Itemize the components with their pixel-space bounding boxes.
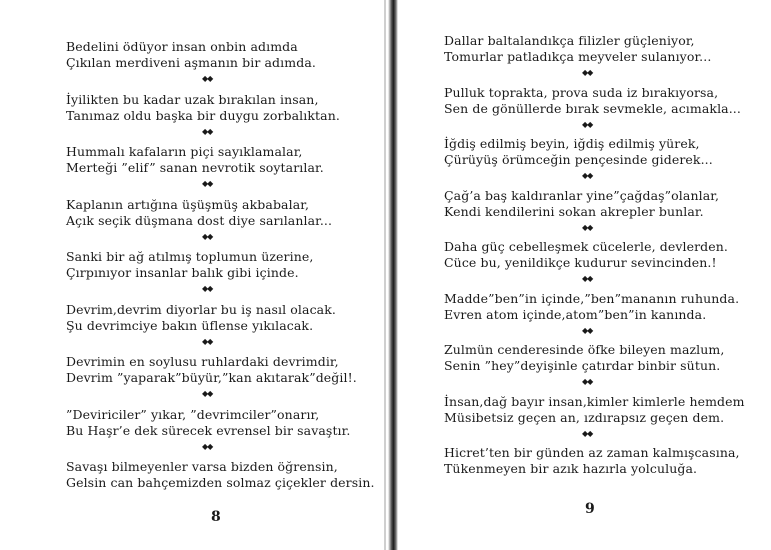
poem-line: Cüce bu, yenildikçe kudurur sevincinden.! (444, 255, 717, 270)
right-page-number: 9 (585, 501, 595, 517)
poem-line: ”Deviriciler” yıkar, ”devrimciler”onarır, (66, 406, 320, 422)
stanza-ornament: ◆◆ (582, 274, 593, 283)
poem-line: Çıkılan merdiveni aşmanın bir adımda. (66, 55, 316, 70)
stanza-ornament: ◆◆ (202, 74, 213, 83)
poem-line: Çağ’a baş kaldıranlar yine”çağdaş”olanlar, (444, 187, 720, 203)
stanza-ornament: ◆◆ (582, 119, 593, 129)
stanza-ornament: ◆◆ (202, 126, 213, 136)
poem-line: Sanki bir ağ atılmış toplumun üzerine, (66, 249, 314, 264)
poem-line: Hummalı kafaların piçi sayıklamalar, (66, 144, 303, 159)
poem-line: İnsan,dağ bayır insan,kimler kimlerle hemdem (444, 393, 745, 409)
stanza-ornament: ◆◆ (582, 222, 593, 232)
poem-line: Açık seçik düşmana dost diye sarılanlar... (66, 212, 333, 228)
stanza-ornament: ◆◆ (202, 179, 213, 188)
poem-line: İyilikten bu kadar uzak bırakılan insan, (66, 91, 319, 107)
poem-line: Savaşı bilmeyenler varsa bizden öğrensin, (66, 459, 338, 474)
poem-line: Hicret’ten bir günden az zaman kalmışcasına, (444, 445, 740, 460)
poem-line: Dallar baltalandıkça filizler güçleniyor, (444, 33, 695, 48)
poem-line: Devrimin en soylusu ruhlardaki devrimdir, (66, 354, 339, 369)
poem-line: Devrim,devrim diyorlar bu iş nasıl olacak. (66, 301, 336, 317)
poem-line: Kendi kendilerini sokan akrepler bunlar. (444, 203, 704, 219)
poem-line: Merteği ”elif” sanan nevrotik soytarılar. (66, 160, 324, 175)
stanza-ornament: ◆◆ (582, 377, 593, 386)
stanza-ornament: ◆◆ (202, 336, 213, 346)
stanza-ornament: ◆◆ (202, 441, 213, 451)
poem-line: Evren atom içinde,atom”ben”in kanında. (444, 306, 707, 322)
poem-line: Sen de gönüllerde bırak sevmekle, acımakla... (444, 100, 741, 116)
poem-line: Çırpınıyor insanlar balık gibi içinde. (66, 265, 299, 280)
poem-line: İğdiş edilmiş beyin, iğdiş edilmiş yürek, (444, 136, 700, 151)
right-page (398, 0, 771, 550)
stanza-ornament: ◆◆ (202, 389, 213, 398)
stanza-ornament: ◆◆ (202, 231, 213, 241)
poem-line: Senin ”hey”deyişinle çatırdar binbir sütun. (444, 358, 721, 373)
stanza-ornament: ◆◆ (582, 428, 593, 438)
left-page-number: 8 (211, 509, 221, 525)
poem-line: Gelsin can bahçemizden solmaz çiçekler dersin. (66, 475, 375, 490)
poem-line: Tanımaz oldu başka bir duygu zorbalıktan. (66, 107, 340, 123)
book-gutter (388, 0, 398, 550)
stanza-ornament: ◆◆ (582, 171, 593, 180)
poem-line: Daha güç cebelleşmek cücelerle, devlerden. (444, 239, 728, 254)
stanza-ornament: ◆◆ (582, 68, 593, 77)
stanza-ornament: ◆◆ (202, 284, 213, 293)
poem-line: Madde”ben”in içinde,”ben”mananın ruhunda. (444, 290, 740, 306)
poem-line: Tomurlar patladıkça meyveler sulanıyor... (444, 49, 712, 64)
poem-line: Bedelini ödüyor insan onbin adımda (66, 39, 298, 54)
poem-line: Çürüyüş örümceğin pençesinde giderek... (444, 152, 713, 167)
poem-line: Tükenmeyen bir azık hazırla yolculuğa. (444, 461, 698, 476)
poem-line: Kaplanın artığına üşüşmüş akbabalar, (66, 196, 310, 212)
poem-line: Müsibetsiz geçen an, ızdırapsız geçen dem. (444, 409, 725, 425)
poem-line: Şu devrimciye bakın üflense yıkılacak. (66, 317, 314, 333)
poem-line: Pulluk toprakta, prova suda iz bırakıyorsa, (444, 84, 719, 100)
poem-line: Zulmün cenderesinde öfke bileyen mazlum, (444, 342, 725, 357)
page-edge (384, 0, 386, 550)
poem-line: Devrim ”yaparak”büyür,”kan akıtarak”değil!. (66, 370, 357, 385)
stanza-ornament: ◆◆ (582, 325, 593, 335)
poem-line: Bu Haşr’e dek sürecek evrensel bir savaştır. (66, 422, 351, 438)
